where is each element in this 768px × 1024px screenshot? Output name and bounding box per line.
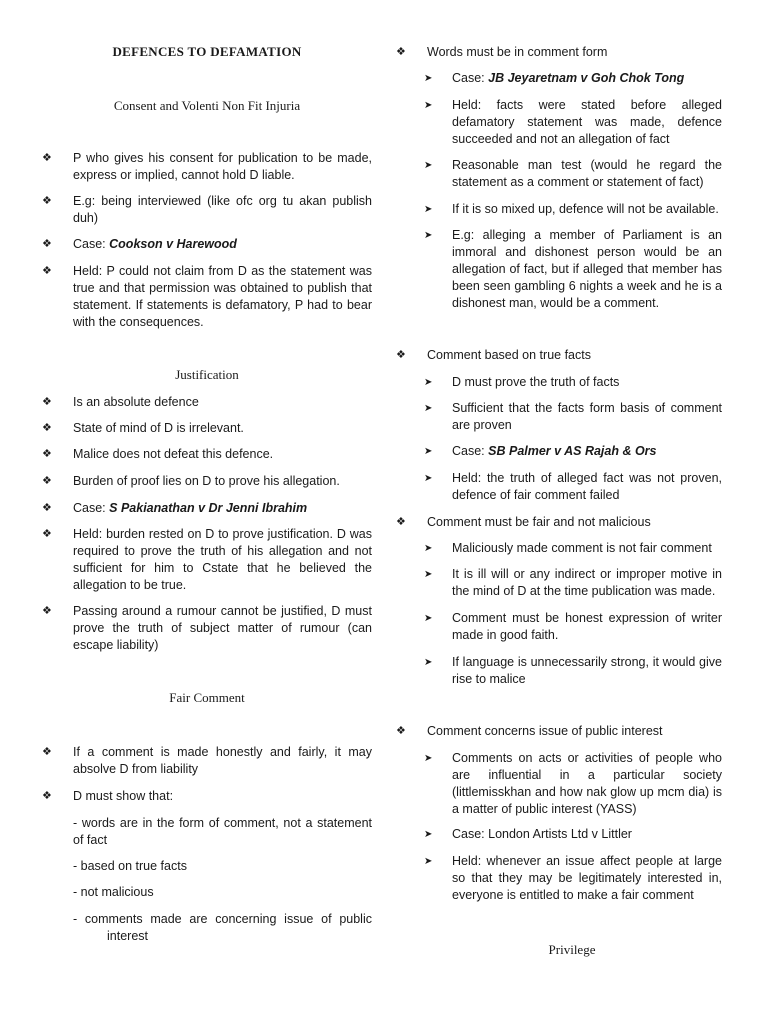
arrow-bullet-icon: ➤: [424, 856, 433, 867]
arrow-bullet-icon: ➤: [424, 377, 433, 388]
list-item: ❖ Is an absolute defence: [42, 395, 199, 409]
list-item: ❖ E.g: being interviewed (like ofc org tu akan publish duh): [42, 194, 372, 225]
diamond-bullet-icon: ❖: [396, 349, 406, 361]
list-item: ❖ Words must be in comment form: [396, 45, 608, 59]
list-item: ❖ State of mind of D is irrelevant.: [42, 421, 244, 435]
sub-item: ➤ Held: the truth of alleged fact was not proven, defence of fair comment failed: [424, 471, 722, 502]
diamond-bullet-icon: ❖: [396, 516, 406, 528]
sub-item: ➤ E.g: alleging a member of Parliament is an immoral and dishonest person would be an allegation of fact, but if alleged that member has been seen gambling 6 nights a week and he is a dishonest man, would be a comment.: [424, 228, 722, 310]
arrow-bullet-icon: ➤: [424, 230, 433, 241]
sub-item: ➤ Reasonable man test (would he regard the statement as a comment or statement of fact): [424, 158, 722, 189]
sub-item: ➤ Sufficient that the facts form basis of comment are proven: [424, 401, 722, 432]
diamond-bullet-icon: ❖: [42, 790, 52, 802]
list-item: ❖ Burden of proof lies on D to prove his allegation.: [42, 474, 340, 488]
list-item: ❖ P who gives his consent for publication to be made, express or implied, cannot hold D liable.: [42, 151, 372, 182]
diamond-bullet-icon: ❖: [42, 475, 52, 487]
diamond-bullet-icon: ❖: [42, 422, 52, 434]
heading-justification: Justification: [175, 367, 239, 382]
dash-item: - words are in the form of comment, not a statement of fact: [73, 816, 372, 847]
dash-item: - based on true facts: [73, 859, 187, 873]
case-name: SB Palmer v AS Rajah & Ors: [488, 444, 657, 458]
heading-consent: Consent and Volenti Non Fit Injuria: [113, 98, 301, 113]
heading-privilege: Privilege: [548, 942, 596, 957]
page-title: DEFENCES TO DEFAMATION: [112, 44, 302, 59]
arrow-bullet-icon: ➤: [424, 100, 433, 111]
case-name: S Pakianathan v Dr Jenni Ibrahim: [109, 501, 308, 515]
sub-item: ➤ Case: JB Jeyaretnam v Goh Chok Tong: [424, 71, 685, 85]
diamond-bullet-icon: ❖: [42, 265, 52, 277]
sub-item: ➤ Comments on acts or activities of people who are influential in a particular society (littlemisskhan and how nak glow up mcm dia) is a matter of public interest (YASS): [424, 751, 722, 816]
heading-fair-comment: Fair Comment: [169, 690, 245, 705]
case-name: Cookson v Harewood: [109, 237, 237, 251]
list-item: ❖ Passing around a rumour cannot be justified, D must prove the truth of subject matter of rumour (can escape liability): [42, 604, 372, 652]
dash-item: - not malicious: [73, 885, 154, 899]
sub-item: ➤ D must prove the truth of facts: [424, 375, 620, 389]
sub-item: ➤ Case: London Artists Ltd v Littler: [424, 827, 632, 841]
sub-item: ➤ Held: facts were stated before alleged defamatory statement was made, defence succeeded and not an allegation of fact: [424, 98, 722, 146]
arrow-bullet-icon: ➤: [424, 657, 433, 668]
list-item: ❖ Comment concerns issue of public interest: [396, 724, 663, 738]
list-item: ❖ Held: P could not claim from D as the statement was true and that permission was obtained to publish that statement. If statements is defamatory, P had to bear with the consequences.: [42, 264, 372, 329]
case-name: JB Jeyaretnam v Goh Chok Tong: [488, 71, 685, 85]
arrow-bullet-icon: ➤: [424, 753, 433, 764]
arrow-bullet-icon: ➤: [424, 829, 433, 840]
arrow-bullet-icon: ➤: [424, 73, 433, 84]
arrow-bullet-icon: ➤: [424, 473, 433, 484]
diamond-bullet-icon: ❖: [42, 502, 52, 514]
sub-item: ➤ It is ill will or any indirect or improper motive in the mind of D at the time publication was made.: [424, 567, 722, 598]
list-item: ❖ Malice does not defeat this defence.: [42, 447, 274, 461]
diamond-bullet-icon: ❖: [42, 152, 52, 164]
list-item: ❖ If a comment is made honestly and fairly, it may absolve D from liability: [42, 745, 372, 776]
list-item: ❖ D must show that:: [42, 789, 174, 803]
sub-item: ➤ If language is unnecessarily strong, it would give rise to malice: [424, 655, 722, 686]
dash-item: - comments made are concerning issue of public interest: [73, 912, 372, 943]
arrow-bullet-icon: ➤: [424, 160, 433, 171]
arrow-bullet-icon: ➤: [424, 446, 433, 457]
diamond-bullet-icon: ❖: [42, 238, 52, 250]
sub-item: ➤ If it is so mixed up, defence will not be available.: [424, 202, 719, 216]
diamond-bullet-icon: ❖: [42, 448, 52, 460]
list-item: ❖ Held: burden rested on D to prove justification. D was required to prove the truth of his allegation and not sufficient for him to Cstate that he believed the allegation to be true.: [42, 527, 372, 592]
diamond-bullet-icon: ❖: [42, 605, 52, 617]
sub-item: ➤ Comment must be honest expression of writer made in good faith.: [424, 611, 722, 642]
list-item: ❖ Comment based on true facts: [396, 348, 591, 362]
list-item: ❖ Comment must be fair and not malicious: [396, 515, 651, 529]
arrow-bullet-icon: ➤: [424, 543, 433, 554]
arrow-bullet-icon: ➤: [424, 403, 433, 414]
list-item: ❖ Case: Cookson v Harewood: [42, 237, 237, 251]
sub-item: ➤ Held: whenever an issue affect people at large so that they may be legitimately interested in, everyone is entitled to make a fair comment: [424, 854, 722, 902]
diamond-bullet-icon: ❖: [42, 746, 52, 758]
arrow-bullet-icon: ➤: [424, 204, 433, 215]
arrow-bullet-icon: ➤: [424, 569, 433, 580]
sub-item: ➤ Case: SB Palmer v AS Rajah & Ors: [424, 444, 657, 458]
diamond-bullet-icon: ❖: [42, 396, 52, 408]
diamond-bullet-icon: ❖: [396, 46, 406, 58]
diamond-bullet-icon: ❖: [396, 725, 406, 737]
diamond-bullet-icon: ❖: [42, 528, 52, 540]
sub-item: ➤ Maliciously made comment is not fair comment: [424, 541, 712, 555]
diamond-bullet-icon: ❖: [42, 195, 52, 207]
arrow-bullet-icon: ➤: [424, 613, 433, 624]
list-item: ❖ Case: S Pakianathan v Dr Jenni Ibrahim: [42, 501, 308, 515]
